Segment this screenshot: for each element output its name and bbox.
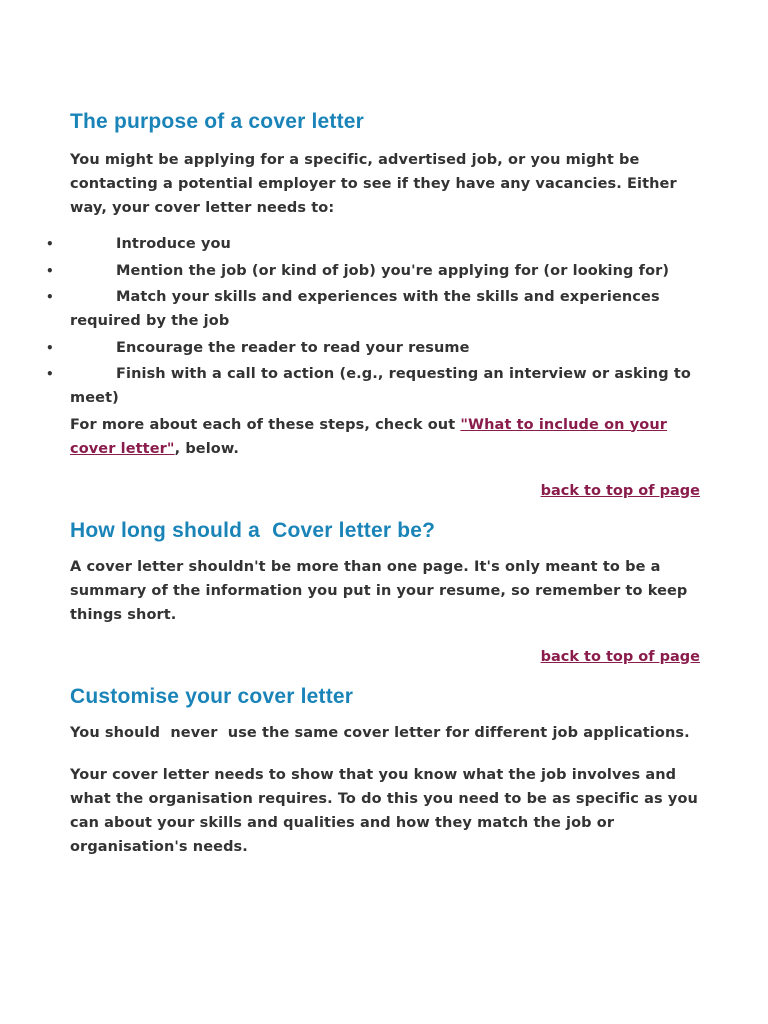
list-item-text: Mention the job (or kind of job) you're applying for (or looking for) (116, 262, 670, 279)
bullet-icon: • (46, 263, 54, 278)
list-item-text: Match your skills and experiences with the skills and experiences required by the job (70, 289, 660, 329)
back-to-top-row (70, 479, 700, 503)
section-customise (70, 683, 700, 859)
customise-para-2: Your cover letter needs to show that you know what the job involves and what the organisation requires. To do this you need to be as specific as you can about your skills and qualities and how they match the job or organisation's needs. (70, 766, 698, 855)
length-body: A cover letter shouldn't be more than one page. It's only meant to be a summary of the information you put in your resume, so remember to keep things short. (70, 558, 688, 623)
bullet-icon: • (46, 340, 54, 355)
back-to-top-row (70, 645, 700, 669)
list-item-text: Introduce you (116, 236, 231, 252)
back-to-top-link[interactable]: back to top of page (540, 482, 700, 499)
bullet-icon: • (46, 367, 54, 381)
list-item (46, 285, 700, 333)
back-to-top-link[interactable]: back to top of page (540, 648, 700, 665)
more-prefix: For more about each of these steps, check out (70, 416, 461, 433)
bullet-icon: • (46, 237, 54, 251)
customise-para-1: You should never use the same cover letter for different job applications. (70, 724, 690, 741)
purpose-steps-list (46, 232, 700, 410)
heading-customise: Customise your cover letter (70, 684, 354, 708)
heading-purpose: The purpose of a cover letter (70, 110, 365, 133)
list-item-text: Encourage the reader to read your resume (116, 339, 470, 356)
list-item (46, 362, 700, 410)
list-item (46, 232, 700, 256)
heading-length: How long should a Cover letter be? (70, 518, 436, 542)
purpose-intro: You might be applying for a specific, advertised job, or you might be contacting a potential employer to see if they have any vacancies. Either way, your cover letter needs to: (70, 152, 677, 216)
section-purpose (46, 108, 700, 503)
document-content (46, 108, 700, 859)
more-suffix: , below. (174, 440, 240, 457)
what-to-include-link[interactable]: "What to include on your cover letter" (70, 416, 668, 457)
section-length (70, 517, 700, 669)
list-item (46, 336, 700, 360)
list-item-text: Finish with a call to action (e.g., requesting an interview or asking to meet) (70, 366, 691, 406)
purpose-more-text (70, 413, 700, 461)
list-item (46, 259, 700, 283)
bullet-icon: • (46, 290, 54, 304)
